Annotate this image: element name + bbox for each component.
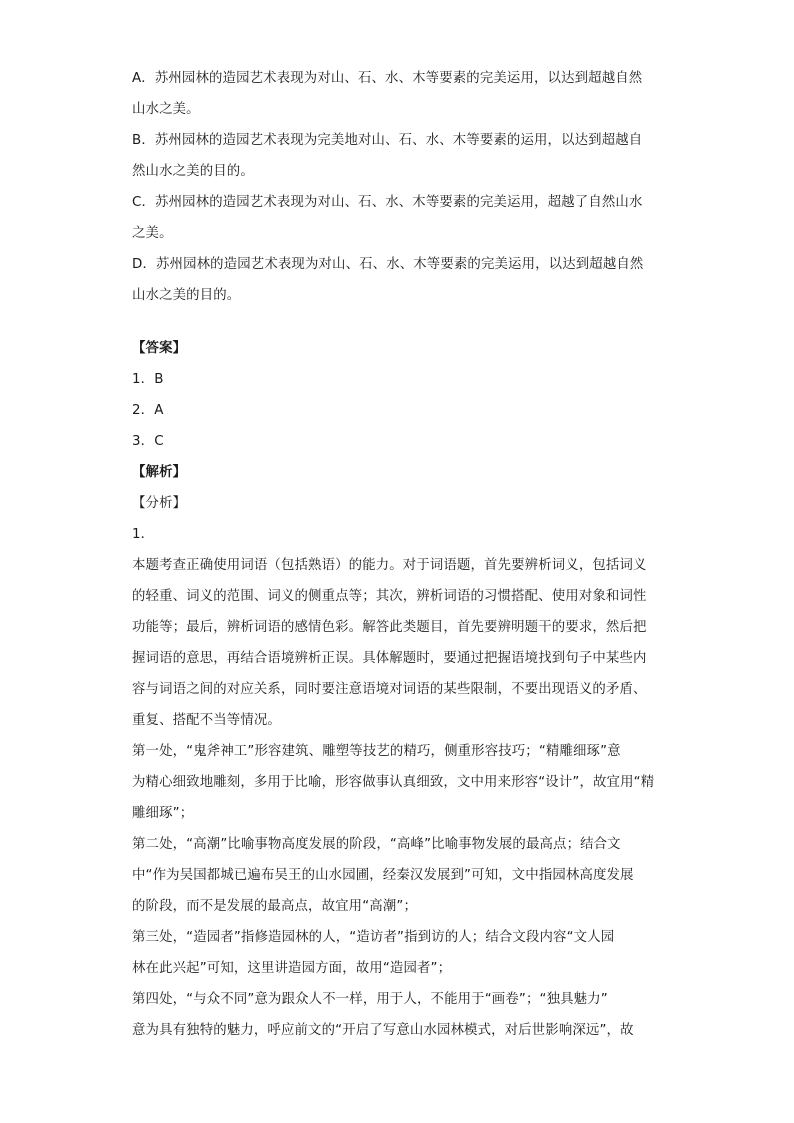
text-line: 中“作为吴国都城已遍布吴王的山水园圃，经秦汉发展到”可知，文中指园林高度发展 [132,868,634,883]
option-b [132,125,664,187]
text-line: 为精心细致地雕刻，多用于比喻，形容做事认真细致，文中用来形容“设计”，故宜用“精 [132,775,655,790]
analysis-paragraph [132,736,664,829]
text-line: B．苏州园林的造园艺术表现为完美地对山、石、水、木等要素的运用，以达到超越自 [132,133,643,148]
analysis-paragraph [132,550,664,736]
text-line: 意为具有独特的魅力，呼应前文的“开启了写意山水园林模式，对后世影响深远”，故 [132,1023,634,1038]
text-line: 第一处，“鬼斧神工”形容建筑、雕塑等技艺的精巧，侧重形容技巧；“精雕细琢”意 [132,744,621,759]
option-c [132,187,664,249]
option-d [132,249,664,311]
text-line: 之美。 [132,226,173,241]
analysis-section [132,457,664,1046]
text-line: 功能等；最后，辨析词语的感情色彩。解答此类题目，首先要辨明题干的要求，然后把 [132,620,647,635]
text-line: 第四处，“与众不同”意为跟众人不一样，用于人，不能用于“画卷”；“独具魅力” [132,992,608,1007]
question-number: 1． [132,527,155,542]
text-line: 雕细琢”； [132,806,194,821]
text-line: D．苏州园林的造园艺术表现为对山、石、水、木等要素的完美运用，以达到超越自然 [132,257,644,272]
answer-item: 2．A [132,403,164,418]
analysis-paragraph [132,922,664,984]
text-line: A．苏州园林的造园艺术表现为对山、石、水、木等要素的完美运用，以达到超越自然 [132,71,643,86]
spacer [132,311,664,333]
option-a [132,63,664,125]
analysis-subheading: 【分析】 [132,496,187,511]
text-line: 山水之美的目的。 [132,288,241,303]
text-line: 的轻重、词义的范围、词义的侧重点等；其次，辨析词语的习惯搭配、使用对象和词性 [132,589,647,604]
text-line: C．苏州园林的造园艺术表现为对山、石、水、木等要素的完美运用，超越了自然山水 [132,195,643,210]
analysis-paragraph [132,984,664,1046]
text-line: 山水之美。 [132,102,200,117]
text-line: 容与词语之间的对应关系，同时要注意语境对词语的某些限制，不要出现语义的矛盾、 [132,682,647,697]
text-line: 握词语的意思，再结合语境辨析正误。具体解题时，要通过把握语境找到句子中某些内 [132,651,647,666]
answer-section [132,333,664,457]
option-list [132,63,664,311]
answer-heading: 【答案】 [132,341,187,356]
document-page [132,63,664,1046]
text-line: 本题考查正确使用词语（包括熟语）的能力。对于词语题，首先要辨析词义，包括词义 [132,558,647,573]
text-line: 然山水之美的目的。 [132,164,254,179]
text-line: 林在此兴起”可知，这里讲造园方面，故用“造园者”； [132,961,452,976]
text-line: 的阶段，而不是发展的最高点，故宜用“高潮”； [132,899,417,914]
answer-item: 3．C [132,434,164,449]
analysis-heading: 【解析】 [132,465,187,480]
text-line: 第三处，“造园者”指修造园林的人，“造访者”指到访的人；结合文段内容“文人园 [132,930,615,945]
answer-item: 1．B [132,372,164,387]
text-line: 第二处，“高潮”比喻事物高度发展的阶段，“高峰”比喻事物发展的最高点；结合文 [132,837,621,852]
analysis-paragraph [132,829,664,922]
text-line: 重复、搭配不当等情况。 [132,713,281,728]
